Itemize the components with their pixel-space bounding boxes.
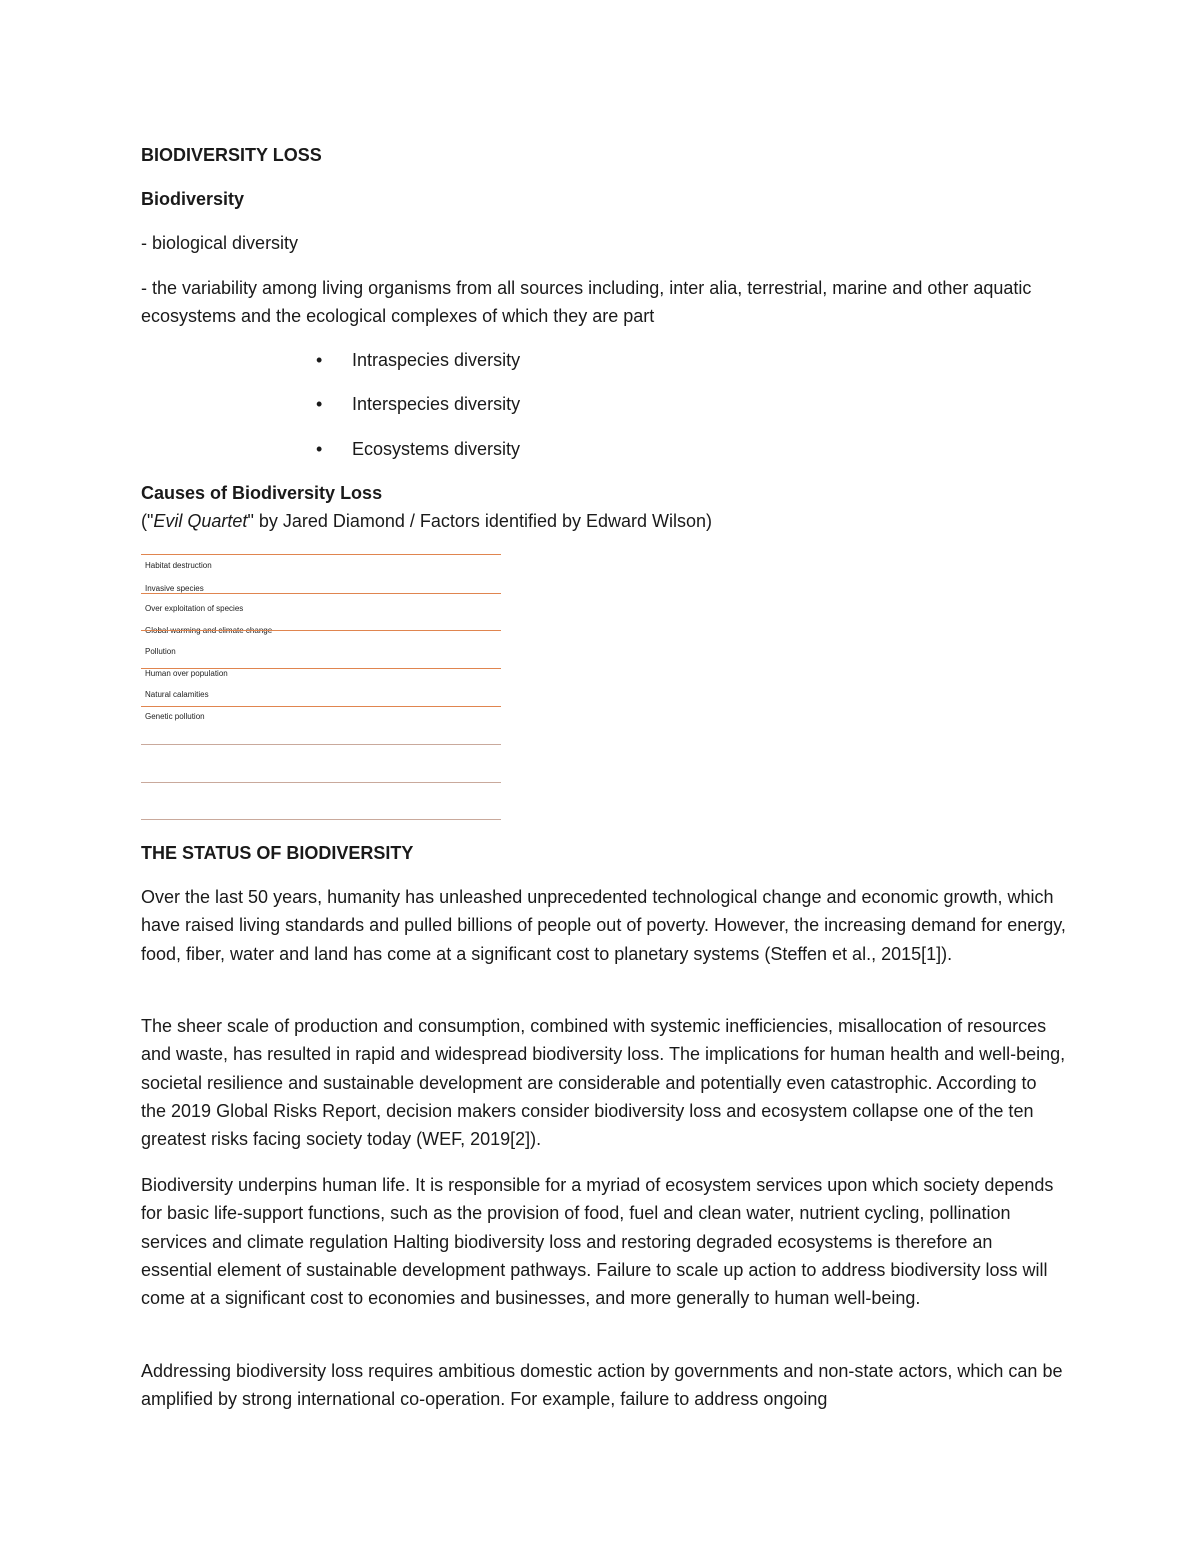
- table-row: Genetic pollution: [145, 712, 205, 721]
- bullet-item: Interspecies diversity: [352, 394, 521, 414]
- table-row: Invasive species: [145, 584, 204, 593]
- bullet-item: Ecosystems diversity: [352, 439, 521, 459]
- table-rule: [141, 593, 501, 594]
- causes-subtitle: ("Evil Quartet" by Jared Diamond / Factors identified by Edward Wilson): [141, 511, 713, 531]
- bullet-icon: •: [316, 350, 323, 370]
- table-row: Over exploitation of species: [145, 604, 244, 613]
- table-row: Pollution: [145, 647, 176, 656]
- status-paragraph: Over the last 50 years, humanity has unleashed unprecedented technological change and economic growth, which have raised living standards and pulled billions of people out of poverty. However, the increasing demand for energy, food, fiber, water and land has come at a significant cost to planetary systems (Steffen et al., 2015[1]).: [141, 887, 1066, 964]
- status-paragraph: Biodiversity underpins human life. It is responsible for a myriad of ecosystem services upon which society depends for basic life-support functions, such as the provision of food, fuel and clean water, nutrient cycling, pollination services and climate regulation Halting biodiversity loss and restoring degraded ecosystems is therefore an essential element of sustainable development pathways. Failure to scale up action to address biodiversity loss will come at a significant cost to economies and businesses, and more generally to human well-being.: [141, 1175, 1054, 1309]
- definition-line: - biological diversity: [141, 233, 299, 253]
- bullet-icon: •: [316, 394, 323, 414]
- section-subheading: Biodiversity: [141, 189, 245, 209]
- definition-paragraph: - the variability among living organisms from all sources including, inter alia, terrestrial, marine and other aquatic ecosystems and the ecological complexes of which they are part: [141, 278, 1032, 327]
- status-paragraph: Addressing biodiversity loss requires ambitious domestic action by governments and non-state actors, which can be amplified by strong international co-operation. For example, failure to address ongoing: [141, 1361, 1063, 1410]
- table-rule: [141, 782, 501, 783]
- table-row: Human over population: [145, 669, 228, 678]
- causes-title: Causes of Biodiversity Loss: [141, 483, 383, 503]
- status-paragraph: The sheer scale of production and consumption, combined with systemic inefficiencies, misallocation of resources and waste, has resulted in rapid and widespread biodiversity loss. The implications for human health and well-being, societal resilience and sustainable development are considerable and potentially even catastrophic. According to the 2019 Global Risks Report, decision makers consider biodiversity loss and ecosystem collapse one of the ten greatest risks facing society today (WEF, 2019[2]).: [141, 1016, 1066, 1150]
- table-row: Global warming and climate change: [145, 626, 273, 635]
- bullet-icon: •: [316, 439, 323, 459]
- table-rule: [141, 554, 501, 555]
- table-row: Natural calamities: [145, 690, 209, 699]
- table-rule: [141, 630, 501, 631]
- table-row: Habitat destruction: [145, 561, 212, 570]
- document-heading: BIODIVERSITY LOSS: [141, 145, 322, 165]
- status-title: THE STATUS OF BIODIVERSITY: [141, 843, 414, 863]
- bullet-item: Intraspecies diversity: [352, 350, 521, 370]
- table-rule: [141, 819, 501, 820]
- table-rule: [141, 744, 501, 745]
- table-rule: [141, 706, 501, 707]
